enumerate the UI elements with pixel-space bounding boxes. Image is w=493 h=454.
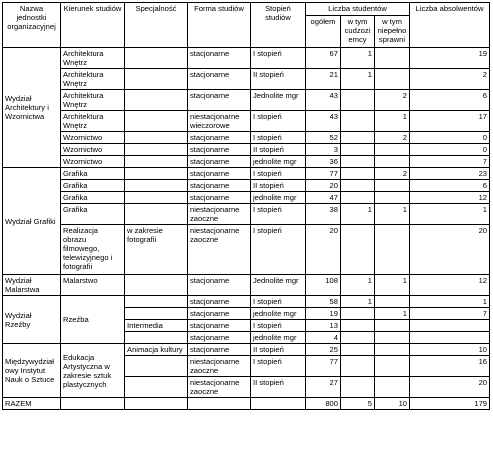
cell-stopien: II stopień — [251, 180, 306, 192]
cell-forma: stacjonarne — [188, 132, 251, 144]
cell-ogolem: 58 — [306, 296, 341, 308]
cell-forma: stacjonarne — [188, 320, 251, 332]
cell-forma: niestacjonarne zaoczne — [188, 377, 251, 398]
cell-stopien: II stopień — [251, 344, 306, 356]
header-specjalnosc: Specjalność — [125, 3, 188, 48]
cell-forma: stacjonarne — [188, 144, 251, 156]
cell-specjalnosc: w zakresie fotografii — [125, 225, 188, 275]
total-absolwenci: 179 — [410, 398, 490, 410]
cell-cudzoziemcy — [341, 132, 375, 144]
cell-kierunek: Wzornictwo — [61, 144, 125, 156]
cell-niepelnosprawni — [375, 48, 410, 69]
cell-stopien: I stopień — [251, 168, 306, 180]
cell-niepelnosprawni: 1 — [375, 111, 410, 132]
header-stopien: Stopień studiów — [251, 3, 306, 48]
cell-ogolem: 43 — [306, 111, 341, 132]
cell-niepelnosprawni: 2 — [375, 132, 410, 144]
cell-absolwenci: 12 — [410, 192, 490, 204]
cell-absolwenci — [410, 332, 490, 344]
total-empty-cell — [61, 398, 125, 410]
cell-niepelnosprawni: 2 — [375, 90, 410, 111]
cell-cudzoziemcy — [341, 344, 375, 356]
cell-forma: stacjonarne — [188, 69, 251, 90]
total-niepelnosprawni: 10 — [375, 398, 410, 410]
cell-niepelnosprawni — [375, 225, 410, 275]
cell-absolwenci: 2 — [410, 69, 490, 90]
total-cudzoziemcy: 5 — [341, 398, 375, 410]
cell-forma: stacjonarne — [188, 296, 251, 308]
total-empty-cell — [125, 398, 188, 410]
cell-stopien: Jednolite mgr — [251, 90, 306, 111]
cell-ogolem: 47 — [306, 192, 341, 204]
cell-cudzoziemcy: 1 — [341, 48, 375, 69]
cell-absolwenci: 10 — [410, 344, 490, 356]
cell-niepelnosprawni — [375, 377, 410, 398]
cell-ogolem: 67 — [306, 48, 341, 69]
cell-stopien: I stopień — [251, 132, 306, 144]
header-row-1 — [3, 3, 490, 16]
cell-absolwenci — [410, 320, 490, 332]
document-page — [2, 2, 490, 410]
cell-ogolem: 20 — [306, 180, 341, 192]
cell-forma: stacjonarne — [188, 192, 251, 204]
cell-ogolem: 4 — [306, 332, 341, 344]
table-row — [3, 344, 490, 356]
cell-wydzial: Wydział Grafiki — [3, 168, 61, 275]
cell-forma: stacjonarne — [188, 332, 251, 344]
cell-ogolem: 20 — [306, 225, 341, 275]
total-row — [3, 398, 490, 410]
table-row — [3, 90, 490, 111]
cell-specjalnosc — [125, 48, 188, 69]
cell-cudzoziemcy: 1 — [341, 296, 375, 308]
cell-kierunek: Architektura Wnętrz — [61, 90, 125, 111]
cell-stopien: I stopień — [251, 225, 306, 275]
cell-specjalnosc — [125, 192, 188, 204]
cell-forma: stacjonarne — [188, 180, 251, 192]
table-row — [3, 180, 490, 192]
cell-ogolem: 19 — [306, 308, 341, 320]
cell-forma: niestacjonarne zaoczne — [188, 356, 251, 377]
header-kierunek: Kierunek studiów — [61, 3, 125, 48]
cell-kierunek: Grafika — [61, 192, 125, 204]
cell-cudzoziemcy — [341, 356, 375, 377]
cell-stopien: I stopień — [251, 356, 306, 377]
cell-ogolem: 52 — [306, 132, 341, 144]
cell-niepelnosprawni: 1 — [375, 275, 410, 296]
cell-niepelnosprawni — [375, 144, 410, 156]
cell-ogolem: 77 — [306, 356, 341, 377]
cell-niepelnosprawni — [375, 192, 410, 204]
cell-niepelnosprawni — [375, 320, 410, 332]
cell-forma: stacjonarne — [188, 275, 251, 296]
cell-kierunek: Grafika — [61, 204, 125, 225]
cell-specjalnosc — [125, 156, 188, 168]
cell-niepelnosprawni: 1 — [375, 308, 410, 320]
cell-niepelnosprawni — [375, 296, 410, 308]
cell-absolwenci: 20 — [410, 377, 490, 398]
cell-absolwenci: 19 — [410, 48, 490, 69]
header-liczba: Liczba studentów — [306, 3, 410, 16]
cell-stopien: jednolite mgr — [251, 192, 306, 204]
cell-forma: niestacjonarne zaoczne — [188, 225, 251, 275]
cell-specjalnosc — [125, 90, 188, 111]
cell-specjalnosc: Animacja kultury — [125, 344, 188, 356]
cell-ogolem: 38 — [306, 204, 341, 225]
cell-cudzoziemcy — [341, 377, 375, 398]
cell-absolwenci: 7 — [410, 308, 490, 320]
cell-kierunek: Architektura Wnętrz — [61, 111, 125, 132]
cell-specjalnosc — [125, 356, 188, 377]
cell-cudzoziemcy: 1 — [341, 275, 375, 296]
cell-specjalnosc — [125, 296, 188, 308]
total-ogolem: 800 — [306, 398, 341, 410]
cell-forma: niestacjonarne zaoczne — [188, 204, 251, 225]
cell-kierunek: Wzornictwo — [61, 132, 125, 144]
table-row — [3, 168, 490, 180]
table-row — [3, 111, 490, 132]
header-forma: Forma studiów — [188, 3, 251, 48]
cell-cudzoziemcy — [341, 180, 375, 192]
cell-cudzoziemcy — [341, 332, 375, 344]
cell-forma: stacjonarne — [188, 156, 251, 168]
cell-niepelnosprawni — [375, 156, 410, 168]
header-wydzial: Nazwa jednostki organizacyjnej — [3, 3, 61, 48]
cell-stopien: jednolite mgr — [251, 308, 306, 320]
cell-absolwenci: 1 — [410, 204, 490, 225]
cell-niepelnosprawni — [375, 69, 410, 90]
cell-forma: stacjonarne — [188, 344, 251, 356]
cell-kierunek: Malarstwo — [61, 275, 125, 296]
table-row — [3, 275, 490, 296]
cell-cudzoziemcy — [341, 225, 375, 275]
cell-kierunek: Rzeźba — [61, 296, 125, 344]
cell-niepelnosprawni — [375, 180, 410, 192]
cell-specjalnosc — [125, 275, 188, 296]
cell-stopien: I stopień — [251, 204, 306, 225]
cell-cudzoziemcy: 1 — [341, 69, 375, 90]
table-row — [3, 192, 490, 204]
cell-kierunek: Wzornictwo — [61, 156, 125, 168]
cell-forma: stacjonarne — [188, 48, 251, 69]
cell-stopien: II stopień — [251, 377, 306, 398]
cell-niepelnosprawni — [375, 332, 410, 344]
cell-ogolem: 36 — [306, 156, 341, 168]
cell-cudzoziemcy — [341, 320, 375, 332]
cell-absolwenci: 16 — [410, 356, 490, 377]
cell-kierunek: Architektura Wnętrz — [61, 69, 125, 90]
cell-ogolem: 77 — [306, 168, 341, 180]
cell-stopien: Jednolite mgr — [251, 275, 306, 296]
cell-specjalnosc — [125, 111, 188, 132]
cell-specjalnosc — [125, 180, 188, 192]
cell-specjalnosc — [125, 204, 188, 225]
cell-forma: stacjonarne — [188, 90, 251, 111]
table-row — [3, 204, 490, 225]
cell-specjalnosc — [125, 69, 188, 90]
cell-specjalnosc — [125, 144, 188, 156]
cell-absolwenci: 7 — [410, 156, 490, 168]
cell-stopien: I stopień — [251, 48, 306, 69]
total-empty-cell — [188, 398, 251, 410]
table-row — [3, 225, 490, 275]
header-absolwenci: Liczba absolwentów — [410, 3, 490, 48]
table-body — [3, 48, 490, 410]
cell-ogolem: 3 — [306, 144, 341, 156]
cell-absolwenci: 6 — [410, 90, 490, 111]
cell-cudzoziemcy — [341, 308, 375, 320]
cell-specjalnosc — [125, 132, 188, 144]
header-cudzoziemcy: w tym cudzoziemcy — [341, 16, 375, 48]
cell-kierunek: Grafika — [61, 180, 125, 192]
table-row — [3, 69, 490, 90]
cell-specjalnosc: Intermedia — [125, 320, 188, 332]
cell-ogolem: 13 — [306, 320, 341, 332]
cell-ogolem: 27 — [306, 377, 341, 398]
cell-stopien: jednolite mgr — [251, 156, 306, 168]
cell-absolwenci: 1 — [410, 296, 490, 308]
table-row — [3, 48, 490, 69]
cell-absolwenci: 6 — [410, 180, 490, 192]
cell-niepelnosprawni: 1 — [375, 204, 410, 225]
cell-ogolem: 21 — [306, 69, 341, 90]
table-row — [3, 156, 490, 168]
cell-ogolem: 108 — [306, 275, 341, 296]
cell-wydzial: Wydział Architektury i Wzornictwa — [3, 48, 61, 168]
cell-niepelnosprawni — [375, 356, 410, 377]
cell-kierunek: Edukacja Artystyczna w zakresie sztuk plastycznych — [61, 344, 125, 398]
cell-stopien: II stopień — [251, 69, 306, 90]
header-ogolem: ogółem — [306, 16, 341, 48]
cell-ogolem: 43 — [306, 90, 341, 111]
cell-cudzoziemcy — [341, 144, 375, 156]
cell-cudzoziemcy — [341, 168, 375, 180]
cell-kierunek: Realizacja obrazu filmowego, telewizyjnego i fotografii — [61, 225, 125, 275]
cell-absolwenci: 0 — [410, 144, 490, 156]
cell-kierunek: Architektura Wnętrz — [61, 48, 125, 69]
cell-forma: stacjonarne — [188, 168, 251, 180]
cell-wydzial: Wydział Rzeźby — [3, 296, 61, 344]
total-label: RAZEM — [3, 398, 61, 410]
cell-ogolem: 25 — [306, 344, 341, 356]
cell-cudzoziemcy — [341, 192, 375, 204]
cell-absolwenci: 17 — [410, 111, 490, 132]
cell-stopien: I stopień — [251, 111, 306, 132]
table-row — [3, 296, 490, 308]
total-empty-cell — [251, 398, 306, 410]
cell-specjalnosc — [125, 168, 188, 180]
cell-stopien: jednolite mgr — [251, 332, 306, 344]
cell-wydzial: Wydział Malarstwa — [3, 275, 61, 296]
cell-specjalnosc — [125, 332, 188, 344]
table-row — [3, 132, 490, 144]
cell-absolwenci: 23 — [410, 168, 490, 180]
cell-forma: stacjonarne — [188, 308, 251, 320]
cell-absolwenci: 0 — [410, 132, 490, 144]
cell-stopien: II stopień — [251, 144, 306, 156]
cell-niepelnosprawni — [375, 344, 410, 356]
cell-stopien: I stopień — [251, 296, 306, 308]
cell-specjalnosc — [125, 377, 188, 398]
cell-cudzoziemcy — [341, 111, 375, 132]
cell-niepelnosprawni: 2 — [375, 168, 410, 180]
table-row — [3, 144, 490, 156]
header-niepelnosprawni: w tym niepełnosprawni — [375, 16, 410, 48]
cell-specjalnosc — [125, 308, 188, 320]
students-table — [2, 2, 490, 410]
cell-absolwenci: 12 — [410, 275, 490, 296]
cell-cudzoziemcy — [341, 90, 375, 111]
cell-stopien: I stopień — [251, 320, 306, 332]
cell-cudzoziemcy — [341, 156, 375, 168]
cell-absolwenci: 20 — [410, 225, 490, 275]
cell-forma: niestacjonarne wieczorowe — [188, 111, 251, 132]
cell-wydzial: Międzywydziałowy Instytut Nauk o Sztuce — [3, 344, 61, 398]
cell-cudzoziemcy: 1 — [341, 204, 375, 225]
cell-kierunek: Grafika — [61, 168, 125, 180]
